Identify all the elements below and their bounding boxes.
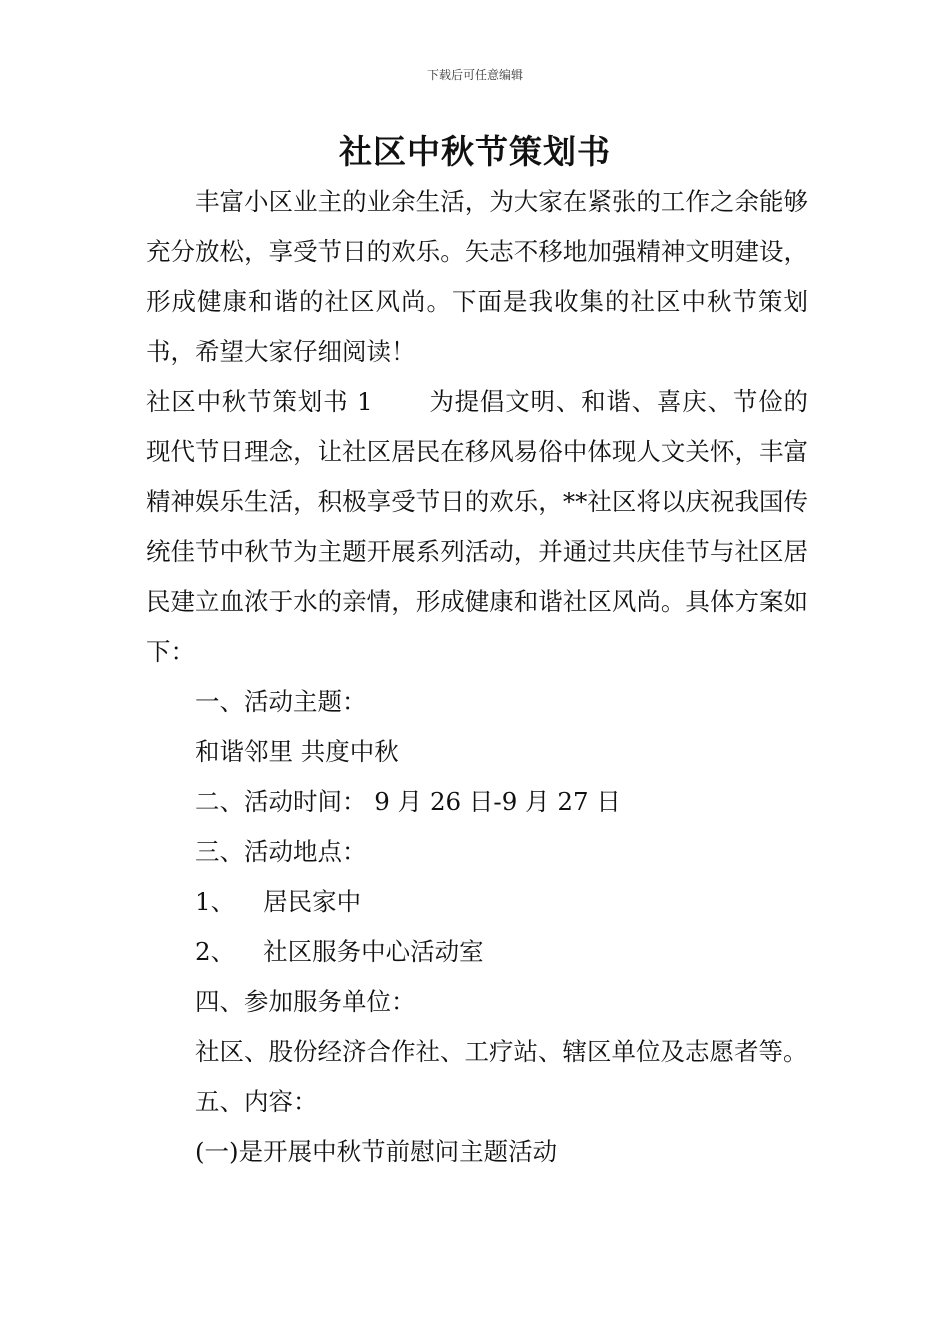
time-heading: 二、活动时间： — [195, 787, 367, 816]
place-item-text: 居民家中 — [263, 887, 362, 916]
section-title: 社区中秋节策划书 1 — [146, 387, 373, 416]
place-heading: 三、活动地点： — [195, 837, 367, 866]
content-heading: 五、内容： — [195, 1087, 318, 1116]
section-paragraph — [146, 377, 808, 677]
place-item-number: 1、 — [195, 887, 236, 916]
place-item-number: 2、 — [195, 937, 236, 966]
document-title: 社区中秋节策划书 — [339, 132, 611, 171]
document-body — [146, 177, 808, 1177]
header-note: 下载后可任意编辑 — [426, 68, 523, 82]
units-value: 社区、股份经济合作社、工疗站、辖区单位及志愿者等。 — [195, 1037, 808, 1066]
time-value: 9 月 26 日-9 月 27 日 — [374, 787, 621, 816]
place-item — [146, 877, 808, 927]
content-item: (一)是开展中秋节前慰问主题活动 — [195, 1137, 558, 1166]
theme-value: 和谐邻里 共度中秋 — [195, 737, 399, 766]
theme-heading: 一、活动主题： — [195, 687, 367, 716]
section-body: 为提倡文明、和谐、喜庆、节俭的现代节日理念，让社区居民在移风易俗中体现人文关怀，丰富精神娱乐生活，积极享受节日的欢乐，**社区将以庆祝我国传统佳节中秋节为主题开展系列活动，并通过共庆佳节与社区居民建立血浓于水的亲情，形成健康和谐社区风尚。具体方案如下： — [146, 387, 808, 666]
intro-paragraph: 丰富小区业主的业余生活，为大家在紧张的工作之余能够充分放松，享受节日的欢乐。矢志不移地加强精神文明建设，形成健康和谐的社区风尚。下面是我收集的社区中秋节策划书，希望大家仔细阅读！ — [146, 187, 808, 366]
place-item-text: 社区服务中心活动室 — [263, 937, 484, 966]
units-heading: 四、参加服务单位： — [195, 987, 416, 1016]
time-line — [146, 777, 808, 827]
place-item — [146, 927, 808, 977]
